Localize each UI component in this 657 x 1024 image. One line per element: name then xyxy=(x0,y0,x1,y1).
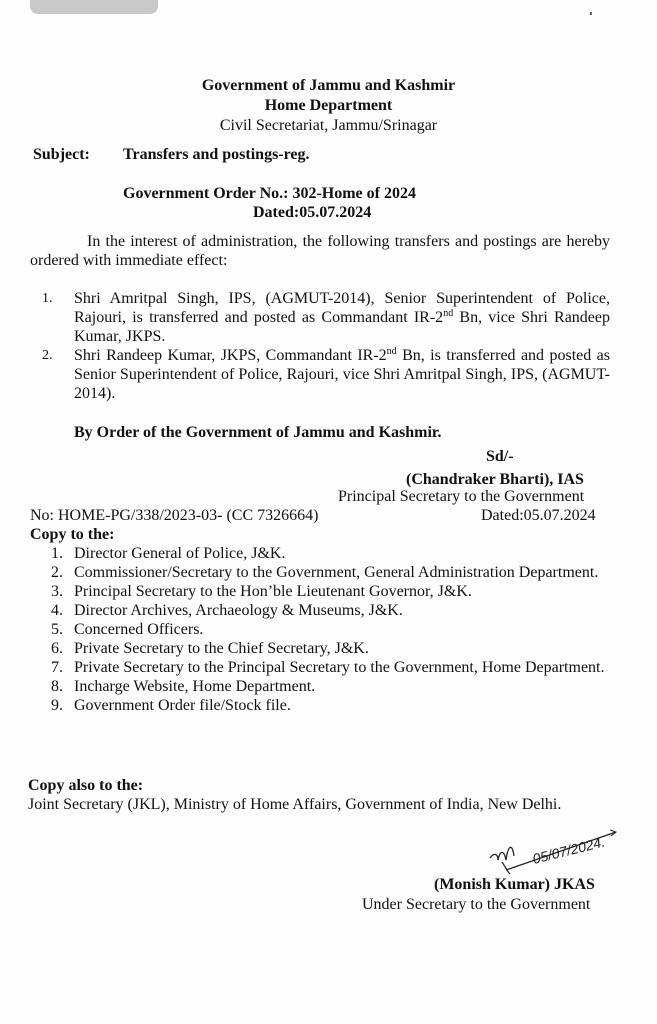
copy-item-text: Commissioner/Secretary to the Government, General Administration Department. xyxy=(74,564,599,581)
copy-item-number: 2. xyxy=(51,564,63,581)
copy-item-number: 5. xyxy=(51,621,63,638)
order-item xyxy=(40,346,610,403)
copy-item xyxy=(43,601,611,620)
copy-item-text: Concerned Officers. xyxy=(74,621,204,638)
by-order-line: By Order of the Government of Jammu and Kashmir. xyxy=(74,424,442,441)
copy-item xyxy=(43,696,611,715)
copy-also-recipient: Joint Secretary (JKL), Ministry of Home Affairs, Government of India, New Delhi. xyxy=(28,796,562,813)
overlay-pill xyxy=(30,0,158,14)
under-secretary-name: (Monish Kumar) JKAS xyxy=(434,876,595,893)
order-item-text: Shri Amritpal Singh, IPS, (AGMUT-2014), Senior Superintendent of Police, Rajouri, is transferred and posted as Commandant IR-2 xyxy=(74,290,610,326)
copy-item-number: 8. xyxy=(51,678,63,695)
document-header xyxy=(0,76,657,136)
order-number: Government Order No.: 302-Home of 2024 xyxy=(123,185,416,202)
ordinal-suffix: nd xyxy=(443,308,454,319)
handwritten-signature xyxy=(488,828,628,878)
copy-item-number: 4. xyxy=(51,602,63,619)
copy-item-number: 1. xyxy=(51,545,63,562)
copy-item-text: Director General of Police, J&K. xyxy=(74,545,286,562)
speck-mark xyxy=(590,12,592,15)
copy-item-text: Private Secretary to the Principal Secretary to the Government, Home Department. xyxy=(74,659,605,676)
order-item-text-cont: Bn, is transferred and posted as Senior Superintendent of Police, Rajouri, vice Shri Amritpal Singh, IPS, (AGMUT- 2014). xyxy=(74,347,610,402)
signature-icon xyxy=(488,828,628,878)
sd-mark: Sd/- xyxy=(486,448,514,465)
copy-item-number: 7. xyxy=(51,659,63,676)
orders-list xyxy=(40,289,610,403)
copy-item-number: 3. xyxy=(51,583,63,600)
order-item xyxy=(40,289,610,346)
copy-item xyxy=(43,582,611,601)
copy-item xyxy=(43,639,611,658)
reference-date: Dated:05.07.2024 xyxy=(481,507,596,524)
subject-line xyxy=(33,146,310,164)
order-item-number: 1. xyxy=(42,291,53,306)
header-department: Home Department xyxy=(264,97,393,114)
header-location: Civil Secretariat, Jammu/Srinagar xyxy=(219,117,438,134)
order-item-number: 2. xyxy=(42,348,53,363)
reference-number: No: HOME-PG/338/2023-03- (CC 7326664) xyxy=(30,507,319,524)
copy-item xyxy=(43,620,611,639)
copy-item-number: 9. xyxy=(51,697,63,714)
signatory-name: (Chandraker Bharti), IAS xyxy=(406,471,584,488)
subject-label: Subject: xyxy=(33,146,90,163)
copy-to-heading: Copy to the: xyxy=(30,526,115,543)
order-item-text-cont: Bn, vice Shri Randeep Kumar, JKPS. xyxy=(74,309,611,345)
copy-item-text: Government Order file/Stock file. xyxy=(74,697,291,714)
intro-paragraph: In the interest of administration, the following transfers and postings are hereby ordered with immediate effect: xyxy=(30,233,610,269)
svg-text:05/07/2024.: 05/07/2024. xyxy=(530,833,607,867)
copy-item-number: 6. xyxy=(51,640,63,657)
copy-also-heading: Copy also to the: xyxy=(28,777,144,794)
copy-item-text: Incharge Website, Home Department. xyxy=(74,678,316,695)
copy-item-text: Director Archives, Archaeology & Museums, J&K. xyxy=(74,602,403,619)
copy-item xyxy=(43,544,611,563)
copy-item-text: Private Secretary to the Chief Secretary, J&K. xyxy=(74,640,369,657)
copy-to-list xyxy=(43,544,611,715)
subject-text: Transfers and postings-reg. xyxy=(123,146,310,163)
signatory-designation: Principal Secretary to the Government xyxy=(338,488,585,505)
under-secretary-designation: Under Secretary to the Government xyxy=(362,896,591,913)
copy-item-text: Principal Secretary to the Hon’ble Lieutenant Governor, J&K. xyxy=(74,583,472,600)
order-date: Dated:05.07.2024 xyxy=(253,204,372,221)
order-item-text: Shri Randeep Kumar, JKPS, Commandant IR-2 xyxy=(74,347,387,364)
copy-item xyxy=(43,563,611,582)
ordinal-suffix: nd xyxy=(386,346,397,357)
header-government: Government of Jammu and Kashmir xyxy=(201,77,456,94)
copy-item xyxy=(43,677,611,696)
copy-item xyxy=(43,658,611,677)
